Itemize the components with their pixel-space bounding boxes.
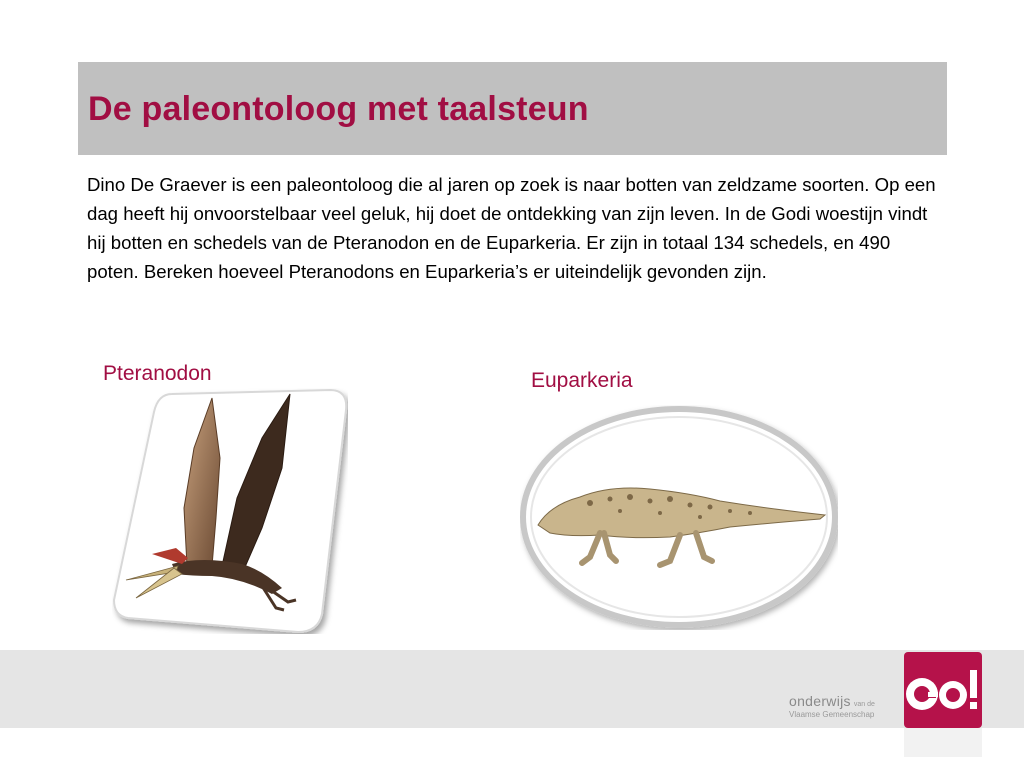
title-bar [78,62,947,155]
pteranodon-caption: Pteranodon [103,362,212,385]
problem-text: Dino De Graever is een paleontoloog die al jaren op zoek is naar botten van zeldzame soorten. Op een dag heeft hij onvoorstelbaar veel geluk, hij doet de ontdekking van zijn leven. In de Godi woestijn vindt hij botten en schedels van de Pteranodon en de Euparkeria. Er zijn in totaal 134 schedels, en 490 poten. Bereken hoeveel Pteranodons en Euparkeria’s er uiteindelijk gevonden zijn. [87,174,936,282]
page-title: De paleontoloog met taalsteun [88,90,589,128]
brand-wordmark [789,693,875,719]
go-logo [898,652,983,757]
euparkeria-caption: Euparkeria [531,369,633,392]
brand-subtitle: Vlaamse Gemeenschap [789,710,875,719]
pteranodon-image [112,388,348,634]
brand-main: onderwijs [789,693,851,709]
euparkeria-image [520,405,838,630]
brand-suffix: van de [853,701,875,708]
